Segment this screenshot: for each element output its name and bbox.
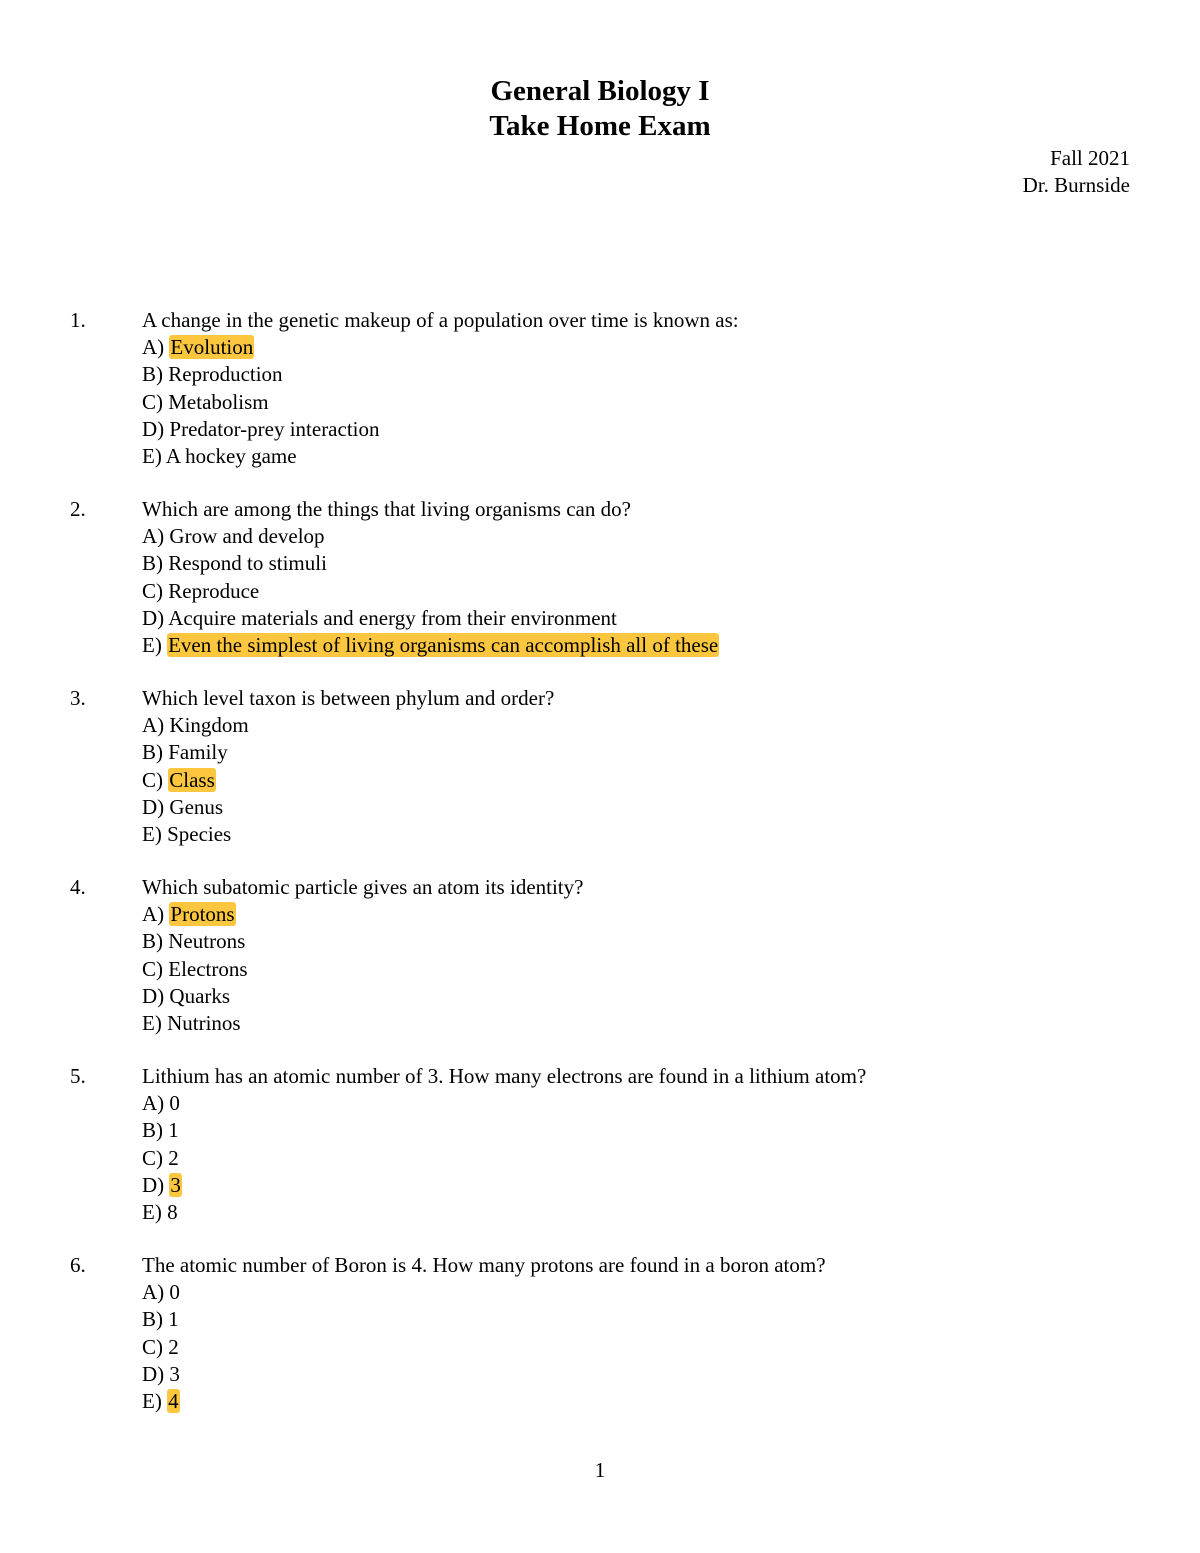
option-text: 0	[169, 1091, 180, 1116]
answer-option	[142, 1090, 180, 1117]
option-text: Genus	[169, 794, 224, 819]
option-letter: A)	[142, 713, 165, 738]
answer-option	[142, 550, 327, 577]
question-text: A change in the genetic makeup of a population over time is known as:	[142, 308, 739, 332]
answer-option	[142, 443, 297, 470]
answer-option	[142, 605, 617, 632]
answer-option	[142, 983, 230, 1010]
option-text: Reproduce	[168, 578, 260, 603]
question-number: 4.	[70, 875, 86, 899]
option-text: Metabolism	[168, 389, 269, 414]
question-text: Lithium has an atomic number of 3. How many electrons are found in a lithium atom?	[142, 1064, 867, 1088]
option-text: Electrons	[168, 956, 248, 981]
option-text: Family	[168, 740, 228, 765]
option-letter: A)	[142, 1091, 165, 1116]
option-letter: D)	[142, 605, 165, 630]
question-number: 6.	[70, 1253, 86, 1277]
option-letter: C)	[142, 767, 163, 792]
page-title: General Biology I	[490, 75, 710, 107]
answer-option	[142, 1172, 182, 1199]
option-text: 1	[168, 1307, 179, 1332]
option-letter: C)	[142, 1334, 163, 1359]
option-letter: D)	[142, 983, 165, 1008]
question-text: Which are among the things that living organisms can do?	[142, 497, 631, 521]
answer-option	[142, 1199, 178, 1226]
answer-option	[142, 767, 216, 794]
option-text: A hockey game	[165, 444, 297, 468]
question-text: Which subatomic particle gives an atom its identity?	[142, 875, 584, 899]
answer-option	[142, 712, 249, 739]
answer-option	[142, 361, 283, 388]
instructor-label: Dr. Burnside	[1022, 173, 1130, 197]
option-text: 1	[168, 1118, 179, 1143]
highlighted-answer: 3	[170, 1172, 181, 1197]
option-text: Kingdom	[169, 713, 249, 738]
option-letter: C)	[142, 389, 163, 414]
option-letter: A)	[142, 335, 165, 360]
page-number: 1	[594, 1458, 606, 1482]
answer-option	[142, 1279, 180, 1306]
answer-option	[142, 416, 380, 443]
option-text: Grow and develop	[169, 524, 325, 549]
option-letter: C)	[142, 578, 163, 603]
question-text: The atomic number of Boron is 4. How many protons are found in a boron atom?	[142, 1253, 826, 1277]
answer-option	[142, 632, 719, 659]
option-letter: B)	[142, 929, 163, 954]
option-letter: A)	[142, 524, 165, 549]
question-number: 5.	[70, 1064, 86, 1088]
answer-option	[142, 821, 231, 848]
option-letter: D)	[142, 1172, 165, 1197]
option-text: Respond to stimuli	[168, 551, 327, 576]
highlighted-answer: Class	[169, 767, 215, 792]
question-number: 1.	[70, 308, 86, 332]
answer-option	[142, 901, 236, 928]
answer-option	[142, 1306, 179, 1333]
option-letter: B)	[142, 362, 163, 387]
question-text: Which level taxon is between phylum and order?	[142, 686, 555, 710]
highlighted-answer: Protons	[170, 902, 235, 927]
page-subtitle: Take Home Exam	[489, 110, 711, 142]
option-letter: B)	[142, 551, 163, 576]
answer-option	[142, 1361, 180, 1388]
option-letter: B)	[142, 1307, 163, 1332]
option-letter: A)	[142, 902, 165, 927]
option-letter: E)	[142, 1389, 162, 1413]
option-letter: B)	[142, 1118, 163, 1143]
option-text: Predator-prey interaction	[169, 416, 380, 441]
question-number: 3.	[70, 686, 86, 710]
option-letter: E)	[142, 444, 162, 468]
answer-option	[142, 956, 248, 983]
option-text: Quarks	[169, 983, 231, 1008]
option-letter: E)	[142, 633, 162, 657]
answer-option	[142, 389, 269, 416]
option-letter: D)	[142, 416, 165, 441]
option-text: 3	[169, 1361, 180, 1386]
answer-option	[142, 1010, 241, 1037]
option-text: 8	[167, 1200, 178, 1224]
option-text: 2	[168, 1334, 179, 1359]
answer-option	[142, 1388, 180, 1415]
option-text: 0	[169, 1280, 180, 1305]
option-text: Nutrinos	[167, 1011, 241, 1035]
highlighted-answer: Evolution	[170, 335, 254, 360]
highlighted-answer: 4	[168, 1389, 179, 1413]
answer-option	[142, 794, 223, 821]
option-letter: D)	[142, 1361, 165, 1386]
option-text: Acquire materials and energy from their environment	[168, 605, 617, 630]
option-letter: E)	[142, 822, 162, 846]
option-letter: B)	[142, 740, 163, 765]
answer-option	[142, 739, 228, 766]
option-text: Neutrons	[168, 929, 246, 954]
answer-option	[142, 334, 254, 361]
answer-option	[142, 523, 325, 550]
option-text: 2	[168, 1145, 179, 1170]
option-text: Reproduction	[168, 362, 283, 387]
option-letter: C)	[142, 956, 163, 981]
answer-option	[142, 928, 245, 955]
option-letter: A)	[142, 1280, 165, 1305]
answer-option	[142, 1145, 179, 1172]
option-letter: C)	[142, 1145, 163, 1170]
answer-option	[142, 1117, 179, 1144]
term-label: Fall 2021	[1050, 146, 1130, 170]
option-letter: E)	[142, 1200, 162, 1224]
question-number: 2.	[70, 497, 86, 521]
option-letter: D)	[142, 794, 165, 819]
option-letter: E)	[142, 1011, 162, 1035]
answer-option	[142, 1334, 179, 1361]
answer-option	[142, 578, 259, 605]
highlighted-answer: Even the simplest of living organisms can accomplish all of these	[168, 633, 719, 657]
option-text: Species	[167, 822, 232, 846]
